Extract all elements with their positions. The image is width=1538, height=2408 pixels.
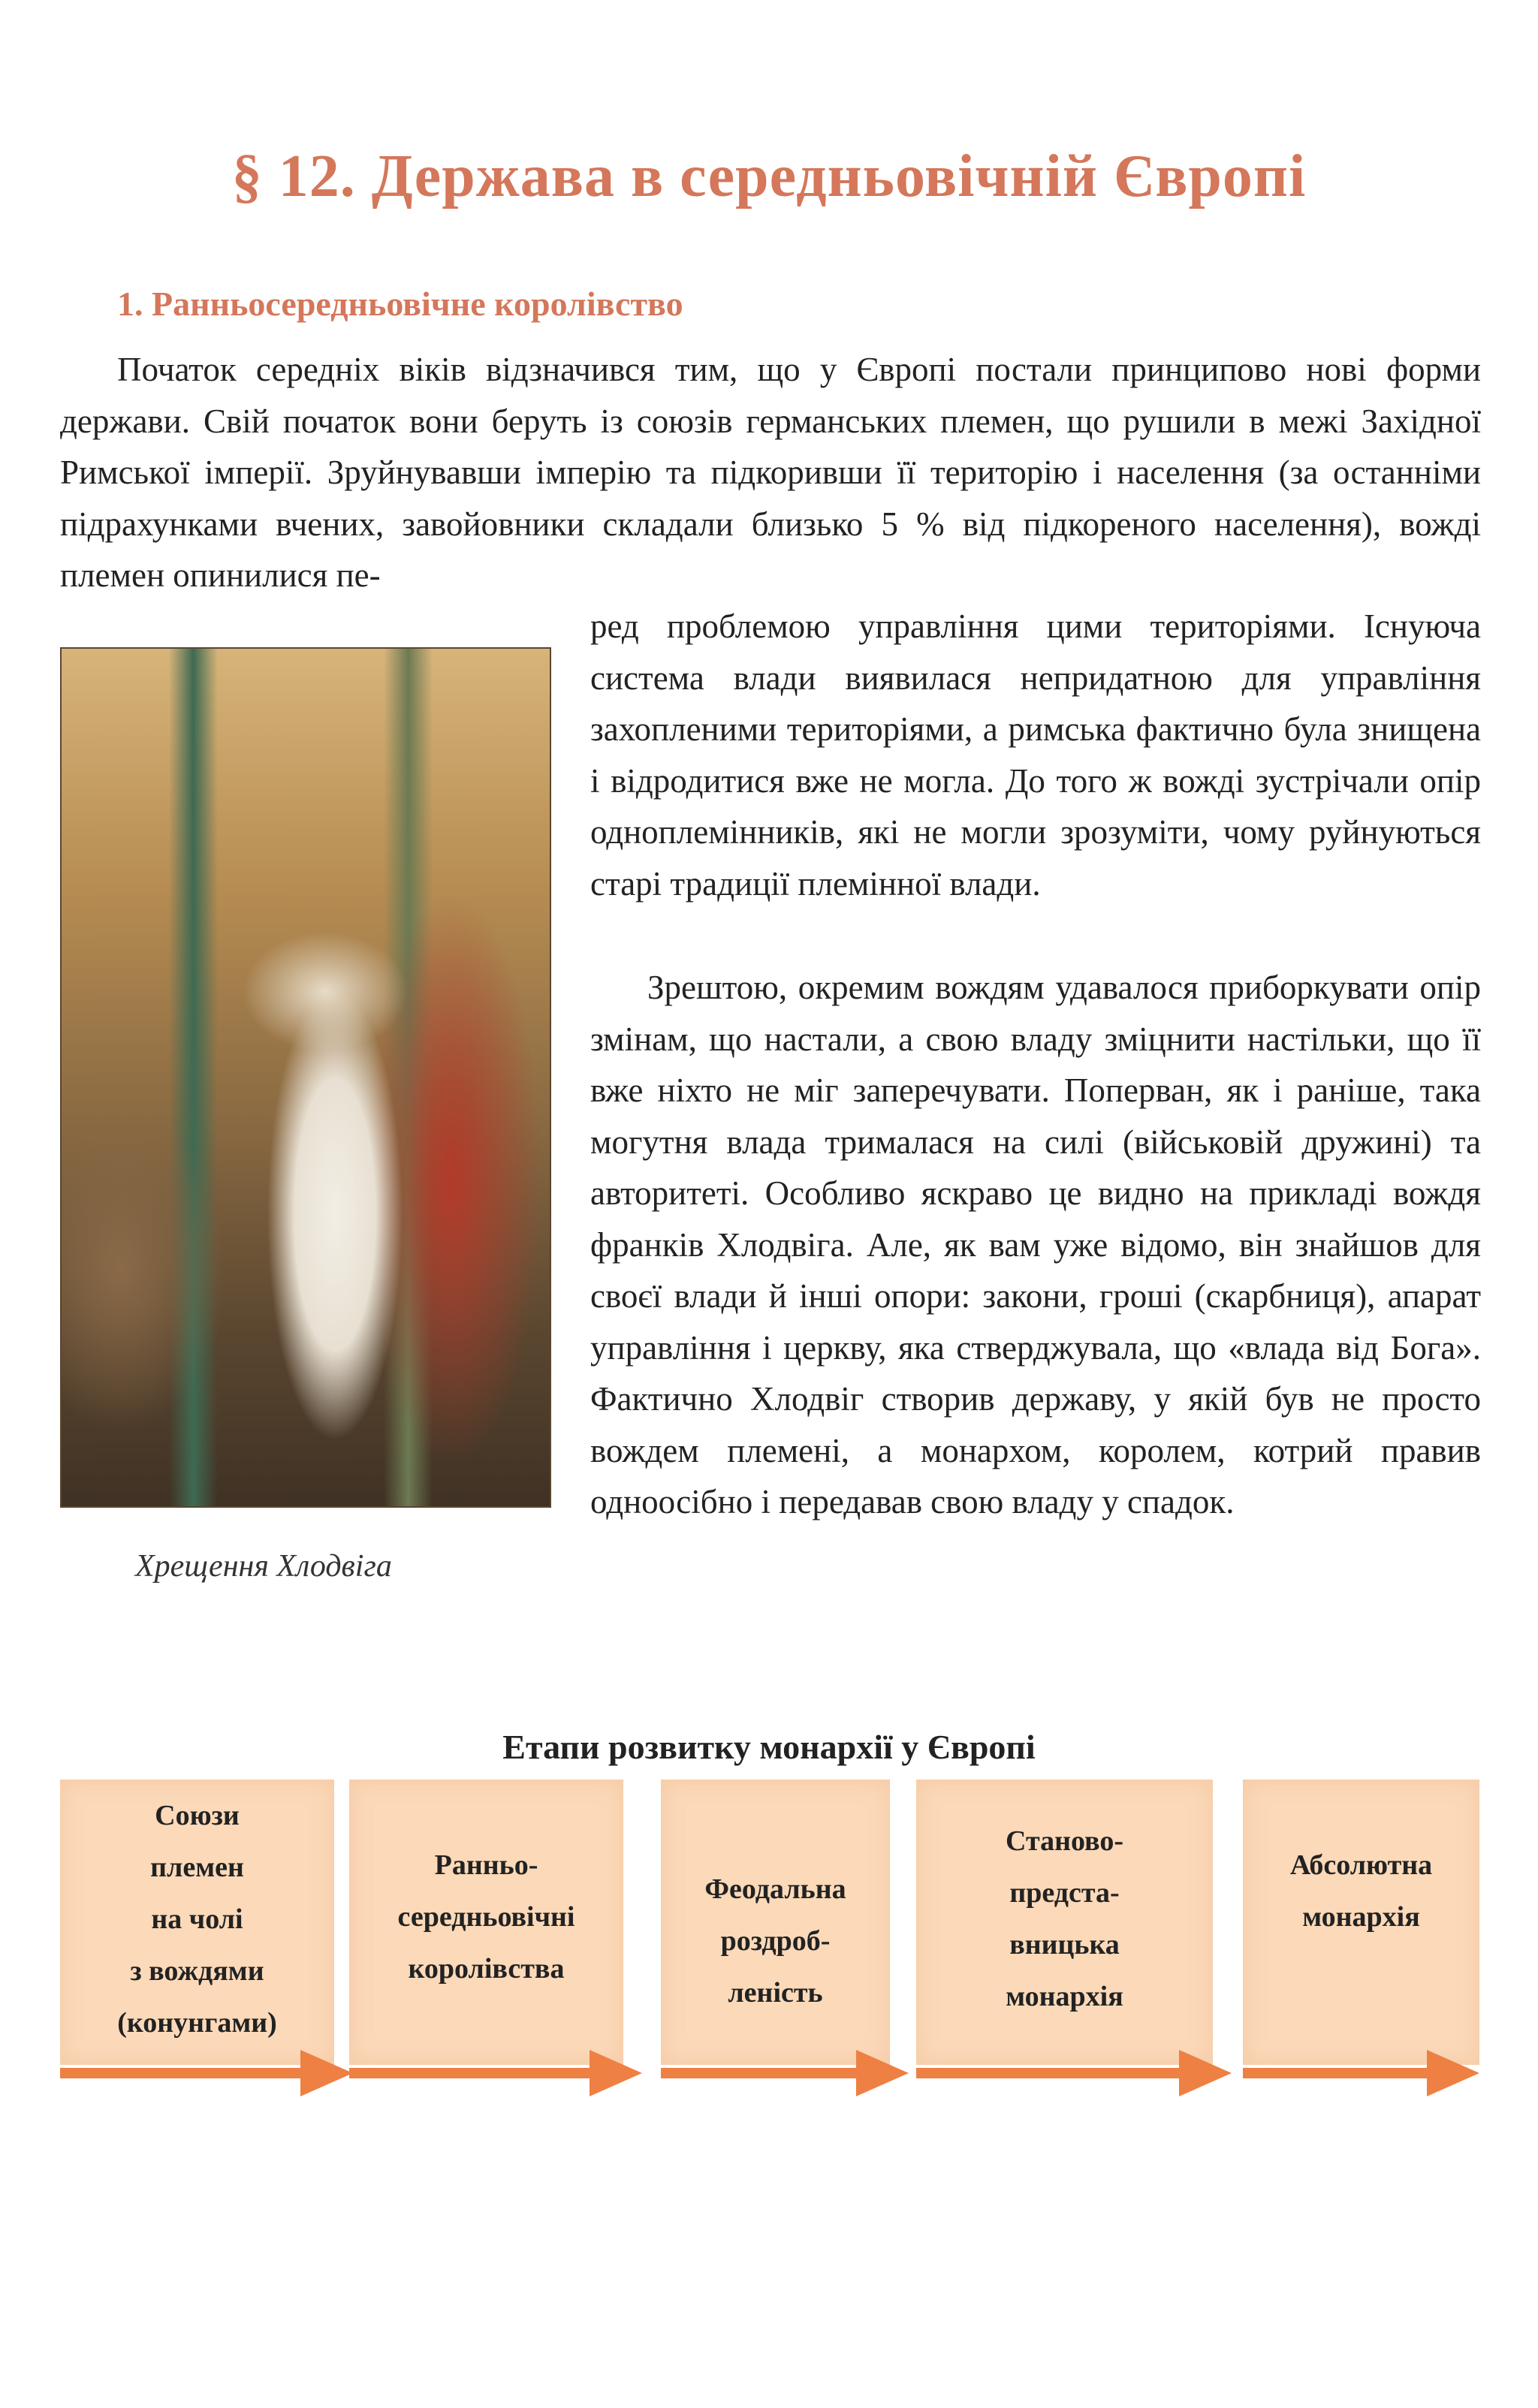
stage-box-feudal-fragmentation (661, 1780, 890, 2065)
arrow-shaft (916, 2068, 1202, 2078)
arrow-shaft (60, 2068, 323, 2078)
arrow-shaft (1243, 2068, 1449, 2078)
stage-arrow (349, 2050, 642, 2095)
stage-box-estate-monarchy (916, 1780, 1213, 2065)
stage-arrow (916, 2050, 1232, 2095)
paragraph-intro-continued: ред проблемою управління цими територіями. Існуюча система влади виявилася непридатною для управління захопленими територіями, а римська фактично була знищена і відродитися вже не могла. До того ж вожді зустрічали опір одноплемінників, які не могли зрозуміти, чому руйнуються старі традиції племінної влади. (590, 607, 1481, 903)
arrow-head-icon (590, 2050, 642, 2096)
figure-caption: Хрещення Хлодвіга (135, 1549, 392, 1584)
stage-box-early-kingdoms (349, 1780, 623, 2065)
paragraph-clovis: Зрештою, окремим вождям удавалося приборкувати опір змінам, що настали, а свою владу зміцнити настільки, що її вже ніхто не міг заперечувати. Поперван, як і раніше, така могутня влада трималася на силі (військовій дружині) та авторитеті. Особливо яскраво це видно на прикладі вождя франків Хлодвіга. Але, як вам уже відомо, він знайшов для своєї влади й інші опори: закони, гроші (скарбниця), апарат управління і церкву, яка стверджувала, що «влада від Бога». Фактично Хлодвіг створив державу, у якій був не просто вождем племені, а монархом, королем, котрий правив одноосібно і передавав свою владу у спадок. (590, 969, 1481, 1520)
stage-label: Ранньо- середньовічні королівства (397, 1849, 575, 1985)
paragraph-intro: Початок середніх віків відзначився тим, що у Європі постали принципово нові форми держави. Свій початок вони беруть із союзів германських племен, що рушили в межі Західної Римської імперії. Зруйнувавши імперію та підкоривши її територію і населення (за останніми підрахунками вчених, завойовники складали близько 5 % від підкореного населення), вожді племен опинилися пе- (60, 351, 1481, 594)
arrow-head-icon (300, 2050, 353, 2096)
section-heading: 1. Ранньосередньовічне королівство (117, 285, 683, 323)
stage-box-absolute-monarchy (1243, 1780, 1479, 2065)
stage-arrow (1243, 2050, 1479, 2095)
stage-label: Абсолютна монархія (1289, 1849, 1433, 1933)
page-title: § 12. Держава в середньовічній Європі (231, 143, 1307, 209)
arrow-head-icon (1179, 2050, 1232, 2096)
stages-title: Етапи розвитку монархії у Європі (502, 1728, 1036, 1766)
arrow-head-icon (1427, 2050, 1479, 2096)
stage-arrow (60, 2050, 353, 2095)
arrow-head-icon (856, 2050, 909, 2096)
stage-label: Союзи племен на чолі з вождями (конунгами) (117, 1800, 277, 2039)
baptism-of-clovis-painting (60, 647, 551, 1508)
stage-box-tribal-unions (60, 1780, 334, 2065)
stage-label: Станово- предста- вницька монархія (1006, 1825, 1123, 2012)
stage-arrow (661, 2050, 909, 2095)
arrow-shaft (661, 2068, 879, 2078)
arrow-shaft (349, 2068, 612, 2078)
stage-label: Феодальна роздроб- леність (704, 1873, 846, 2009)
